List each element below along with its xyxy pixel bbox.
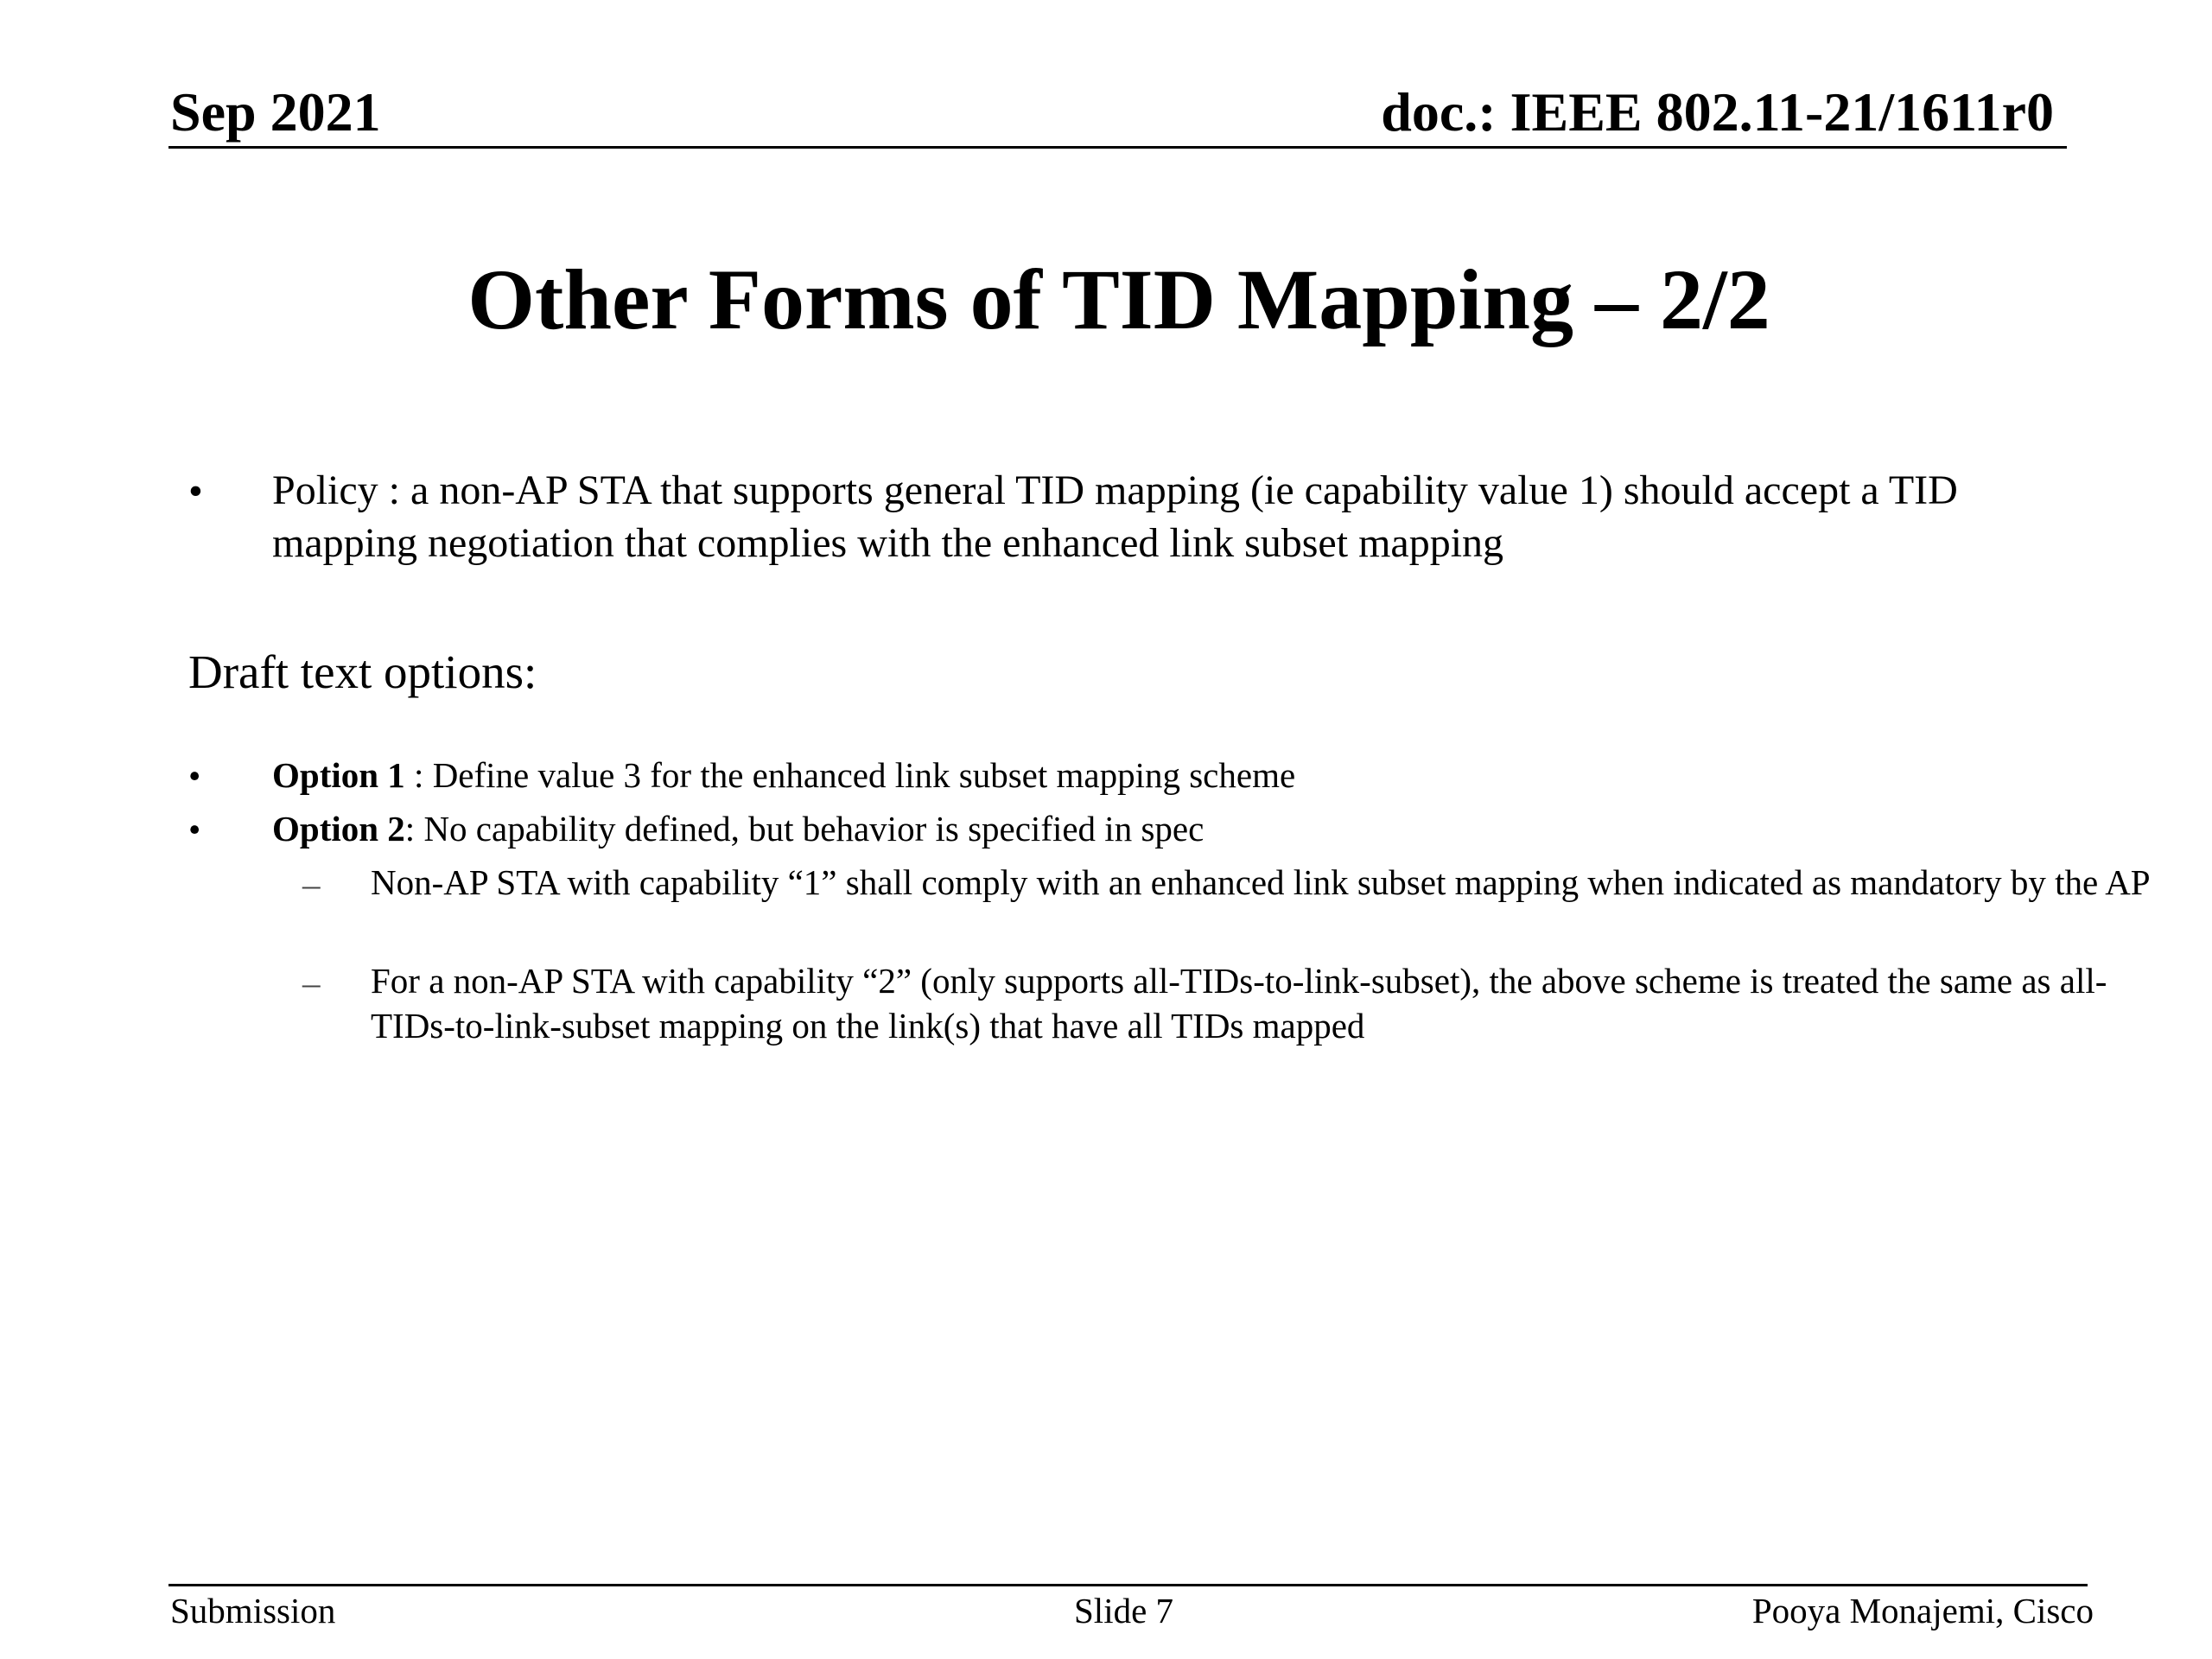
footer-divider [168,1584,2088,1586]
option-2-text: : No capability defined, but behavior is specified in spec [404,809,1205,849]
policy-text: Policy : a non-AP STA that supports general TID mapping (ie capability value 1) should accept a TID mapping negotiation that complies with the enhanced link subset mapping [272,467,1958,566]
header-divider [168,146,2067,149]
sub-item-1: Non-AP STA with capability “1” shall comply with an enhanced link subset mapping when indicated as mandatory by the AP [371,862,2151,902]
option-1 [272,753,1295,798]
footer-slide-number: Slide 7 [1074,1591,1174,1630]
dash-sub-item-2: – [302,963,321,1002]
dash-sub-item-1: – [302,864,321,904]
option-2 [272,806,1204,851]
bullet-policy: • [188,468,203,514]
footer-author: Pooya Monajemi, Cisco [1751,1591,2094,1630]
option-1-label: Option 1 [272,755,405,795]
sub-item-2: For a non-AP STA with capability “2” (only supports all-TIDs-to-link-subset), the above scheme is treated the same as all-TIDs-to-link-subset mapping on the link(s) that have all TIDs mapped [371,961,2107,1046]
option-2-label: Option 2 [272,809,405,849]
header-doc-id: doc.: IEEE 802.11-21/1611r0 [1381,81,2054,143]
slide-title: Other Forms of TID Mapping – 2/2 [467,251,1770,347]
bullet-option-1: • [188,756,201,796]
header-date: Sep 2021 [170,81,381,143]
bullet-option-2: • [188,810,201,849]
draft-heading: Draft text options: [188,645,537,698]
footer-submission: Submission [170,1591,336,1630]
option-1-text: : Define value 3 for the enhanced link subset mapping scheme [404,755,1296,795]
